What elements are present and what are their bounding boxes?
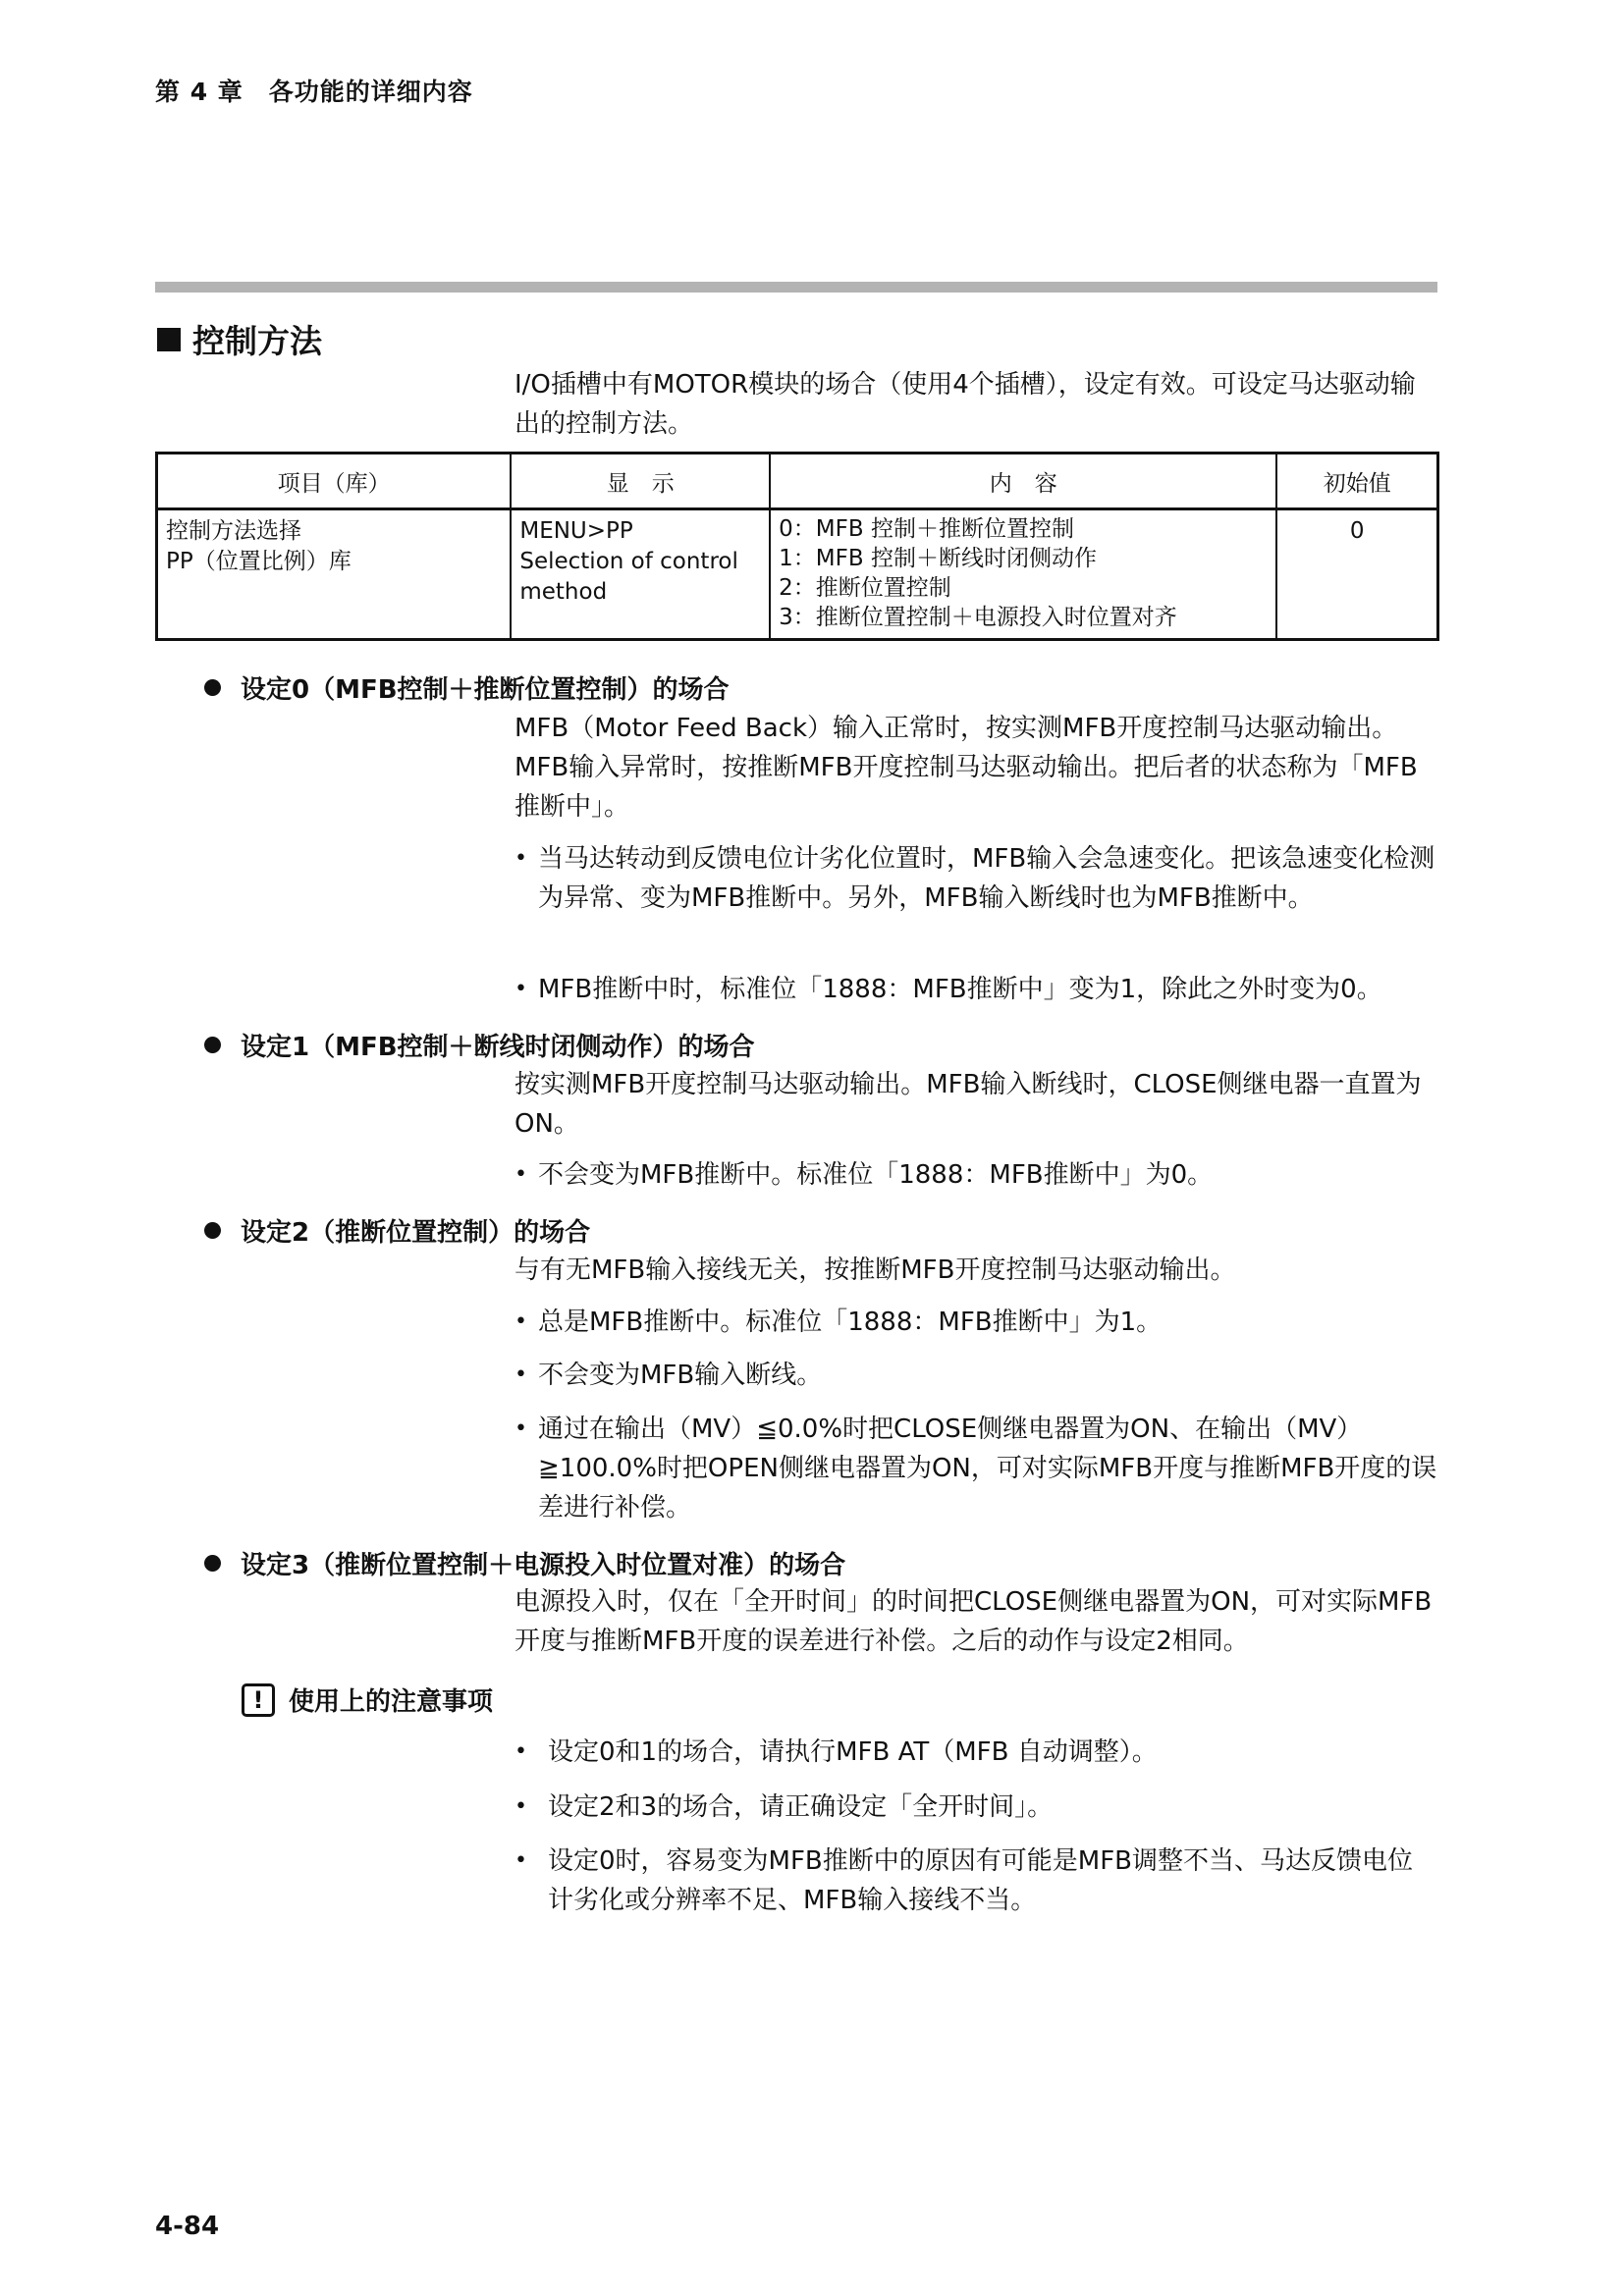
bullet-dot-icon: • bbox=[514, 1739, 527, 1764]
cell-line: 1：MFB 控制＋断线时闭侧动作 bbox=[779, 546, 1097, 571]
cell-line: 2：推断位置控制 bbox=[779, 575, 951, 601]
table-row bbox=[157, 509, 1438, 640]
exclamation-icon: ! bbox=[242, 1683, 275, 1717]
bullet-dot-icon: • bbox=[514, 1794, 527, 1819]
list-item bbox=[514, 1155, 1437, 1195]
bullet-dot-icon: • bbox=[514, 977, 527, 1001]
setting-heading-text: 设定3（推断位置控制＋电源投入时位置对准）的场合 bbox=[241, 1551, 846, 1580]
list-item-text: 不会变为MFB输入断线。 bbox=[538, 1361, 823, 1390]
section-divider bbox=[155, 282, 1437, 293]
cell-initial-value: 0 bbox=[1276, 509, 1437, 640]
caution-heading-text: 使用上的注意事项 bbox=[289, 1687, 494, 1717]
setting-heading-text: 设定1（MFB控制＋断线时闭侧动作）的场合 bbox=[241, 1033, 755, 1062]
filled-circle-icon bbox=[204, 1222, 221, 1239]
list-item bbox=[514, 1356, 1437, 1395]
setting-heading-text: 设定0（MFB控制＋推断位置控制）的场合 bbox=[241, 675, 730, 705]
setting-heading bbox=[204, 1545, 845, 1581]
list-item bbox=[514, 1410, 1437, 1527]
list-item bbox=[514, 970, 1437, 1009]
filled-circle-icon bbox=[204, 1037, 221, 1053]
square-bullet-icon bbox=[157, 328, 181, 351]
bullet-dot-icon: • bbox=[514, 846, 527, 871]
caution-item-text: 设定2和3的场合，请正确设定「全开时间」。 bbox=[548, 1792, 1054, 1822]
caution-item-text: 设定0时，容易变为MFB推断中的原因有可能是MFB调整不当、马达反馈电位计劣化或分辨率不足、MFB输入接线不当。 bbox=[548, 1846, 1413, 1915]
filled-circle-icon bbox=[204, 1555, 221, 1572]
section-title bbox=[157, 316, 322, 362]
cell-line: Selection of control bbox=[519, 549, 738, 574]
bullet-dot-icon: • bbox=[514, 1309, 527, 1334]
list-item bbox=[514, 1303, 1437, 1342]
cell-line: 3：推断位置控制＋电源投入时位置对齐 bbox=[779, 605, 1177, 630]
bullet-dot-icon: • bbox=[514, 1362, 527, 1387]
caution-item bbox=[514, 1788, 1437, 1827]
setting-paragraph: MFB（Motor Feed Back）输入正常时，按实测MFB开度控制马达驱动输出。MFB输入异常时，按推断MFB开度控制马达驱动输出。把后者的状态称为「MFB推断中」。 bbox=[514, 714, 1418, 822]
list-item-text: 总是MFB推断中。标准位「1888：MFB推断中」为1。 bbox=[538, 1308, 1163, 1337]
column-header-content: 内 容 bbox=[770, 454, 1276, 509]
filled-circle-icon bbox=[204, 679, 221, 696]
caution-heading bbox=[242, 1682, 493, 1718]
cell-line: MENU>PP bbox=[519, 518, 633, 544]
setting-heading bbox=[204, 669, 730, 706]
cell-display bbox=[511, 509, 770, 640]
setting-heading-text: 设定2（推断位置控制）的场合 bbox=[241, 1218, 591, 1248]
column-header-initial: 初始值 bbox=[1276, 454, 1437, 509]
list-item-text: 当马达转动到反馈电位计劣化位置时，MFB输入会急速变化。把该急速变化检测为异常、变为MFB推断中。另外，MFB输入断线时也为MFB推断中。 bbox=[538, 844, 1435, 913]
settings-table bbox=[155, 452, 1439, 641]
caution-item bbox=[514, 1842, 1437, 1920]
section-title-text: 控制方法 bbox=[192, 322, 322, 360]
page-number: 4-84 bbox=[155, 2212, 220, 2241]
cell-line: 控制方法选择 bbox=[166, 518, 301, 544]
list-item-text: 不会变为MFB推断中。标准位「1888：MFB推断中」为0。 bbox=[538, 1160, 1214, 1190]
list-item bbox=[514, 839, 1437, 918]
cell-content bbox=[770, 509, 1276, 640]
setting-paragraph: 按实测MFB开度控制马达驱动输出。MFB输入断线时，CLOSE侧继电器一直置为ON。 bbox=[514, 1070, 1422, 1139]
setting-paragraph: 电源投入时，仅在「全开时间」的时间把CLOSE侧继电器置为ON，可对实际MFB开度与推断MFB开度的误差进行补偿。之后的动作与设定2相同。 bbox=[514, 1587, 1433, 1656]
setting-heading bbox=[204, 1027, 755, 1063]
bullet-dot-icon: • bbox=[514, 1416, 527, 1441]
table-header-row bbox=[157, 454, 1438, 509]
cell-line: PP（位置比例）库 bbox=[166, 549, 352, 574]
setting-heading bbox=[204, 1212, 590, 1249]
bullet-dot-icon: • bbox=[514, 1848, 527, 1873]
cell-item bbox=[157, 509, 512, 640]
setting-paragraph: 与有无MFB输入接线无关，按推断MFB开度控制马达驱动输出。 bbox=[514, 1255, 1236, 1285]
chapter-header: 第 4 章 各功能的详细内容 bbox=[155, 78, 473, 106]
caution-item-text: 设定0和1的场合，请执行MFB AT（MFB 自动调整）。 bbox=[548, 1737, 1158, 1767]
caution-item bbox=[514, 1733, 1437, 1772]
list-item-text: MFB推断中时，标准位「1888：MFB推断中」变为1，除此之外时变为0。 bbox=[538, 975, 1382, 1004]
list-item-text: 通过在输出（MV）≦0.0%时把CLOSE侧继电器置为ON、在输出（MV）≧100.0%时把OPEN侧继电器置为ON，可对实际MFB开度与推断MFB开度的误差进行补偿。 bbox=[538, 1415, 1437, 1522]
column-header-display: 显 示 bbox=[511, 454, 770, 509]
cell-line: 0：MFB 控制＋推断位置控制 bbox=[779, 516, 1074, 542]
column-header-item: 项目（库） bbox=[157, 454, 512, 509]
cell-line: method bbox=[519, 579, 608, 605]
bullet-dot-icon: • bbox=[514, 1162, 527, 1187]
section-intro: I/O插槽中有MOTOR模块的场合（使用4个插槽），设定有效。可设定马达驱动输出的控制方法。 bbox=[514, 370, 1416, 439]
